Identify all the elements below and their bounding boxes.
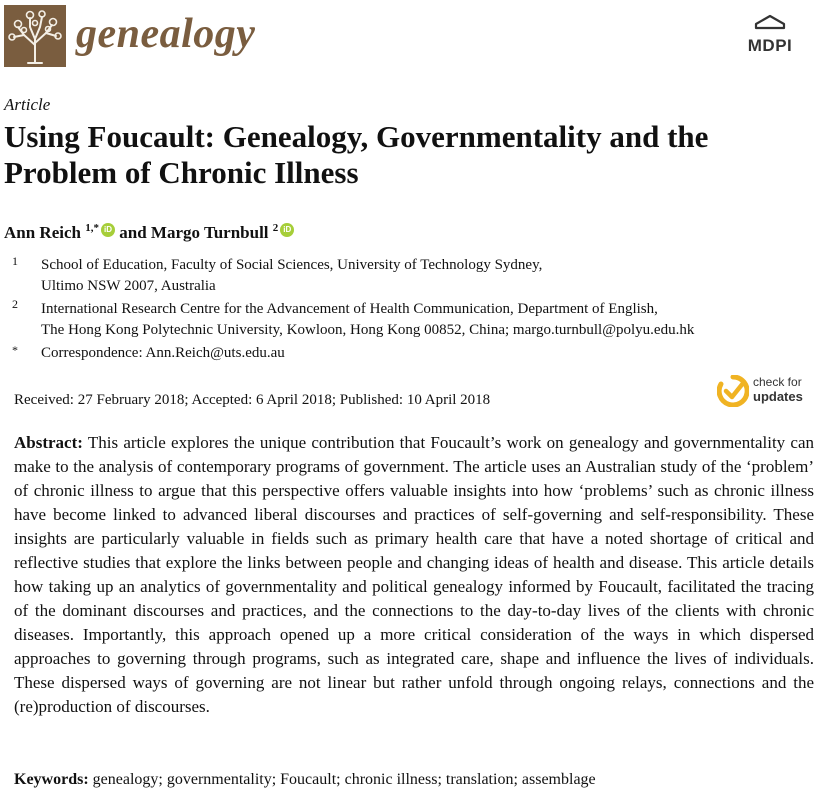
check-updates-label-bold: updates	[753, 389, 803, 404]
keywords-text: genealogy; governmentality; Foucault; chronic illness; translation; assemblage	[92, 771, 596, 788]
affiliation-marker: *	[12, 343, 18, 357]
keywords	[14, 771, 596, 789]
keywords-label: Keywords:	[14, 771, 89, 788]
affiliation-line: School of Education, Faculty of Social Sciences, University of Technology Sydney,	[41, 257, 543, 273]
genealogy-tree-logo	[4, 5, 66, 67]
journal-name: genealogy	[76, 11, 256, 57]
publication-dates: Received: 27 February 2018; Accepted: 6 April 2018; Published: 10 April 2018	[14, 392, 491, 408]
abstract	[14, 431, 814, 719]
affiliation-superscript: 2	[272, 222, 279, 234]
abstract-text: This article explores the unique contribution that Foucault’s work on genealogy and governmentality can make to the analysis of contemporary programs of government. The article uses an Australian study of the ‘problem’ of chronic illness to argue that this perspective offers valuable insights into how ‘problems’ such as chronic illness have become linked to advanced liberal discourses and practices of self-governing and self-responsibility. These insights are particularly valuable in fields such as primary health care that have a noted shortage of critical and reflective studies that explore the links between people and changing ideas of health and disease. This article details how taking up an analytics of governmentality and political genealogy informed by Foucault, facilitated the tracing of the dominant discourses and practices, and the connections to the day-to-day lives of the clients with chronic diseases. Importantly, this approach opened up a more critical consideration of the ways in which dispersed approaches to governing through programs, such as integrated care, shape and influence the lives of individuals. These dispersed ways of governing are not linear but rather unfold through ongoing relays, connections and the (re)production of discourses.	[14, 433, 814, 716]
correspondence-line: Correspondence: Ann.Reich@uts.edu.au	[41, 345, 285, 361]
affiliation-line: The Hong Kong Polytechnic University, Kowloon, Hong Kong 00852, China; margo.turnbull@polyu.edu.hk	[41, 322, 695, 338]
check-for-updates-button[interactable]	[717, 373, 815, 409]
author-name[interactable]: Ann Reich	[4, 223, 81, 242]
article-title: Using Foucault: Genealogy, Governmentality and the Problem of Chronic Illness	[4, 119, 709, 190]
affiliation-superscript: 1,*	[85, 222, 99, 234]
affiliation-marker: 2	[12, 297, 18, 311]
affiliation-marker: 1	[12, 254, 18, 268]
publisher-name: MDPI	[747, 36, 793, 55]
check-updates-label: check for	[753, 375, 802, 389]
orcid-icon[interactable]: iD	[101, 223, 115, 237]
author-join: and	[119, 223, 147, 242]
publisher-logo	[730, 14, 810, 66]
affiliation-line: International Research Centre for the Advancement of Health Communication, Department of English,	[41, 301, 658, 317]
orcid-icon[interactable]: iD	[280, 223, 294, 237]
author-name[interactable]: Margo Turnbull	[150, 223, 269, 242]
affiliation-line: Ultimo NSW 2007, Australia	[41, 278, 216, 294]
author-list	[4, 216, 294, 245]
abstract-label: Abstract:	[14, 433, 83, 452]
check-updates-icon	[717, 375, 749, 407]
article-type: Article	[4, 95, 51, 114]
